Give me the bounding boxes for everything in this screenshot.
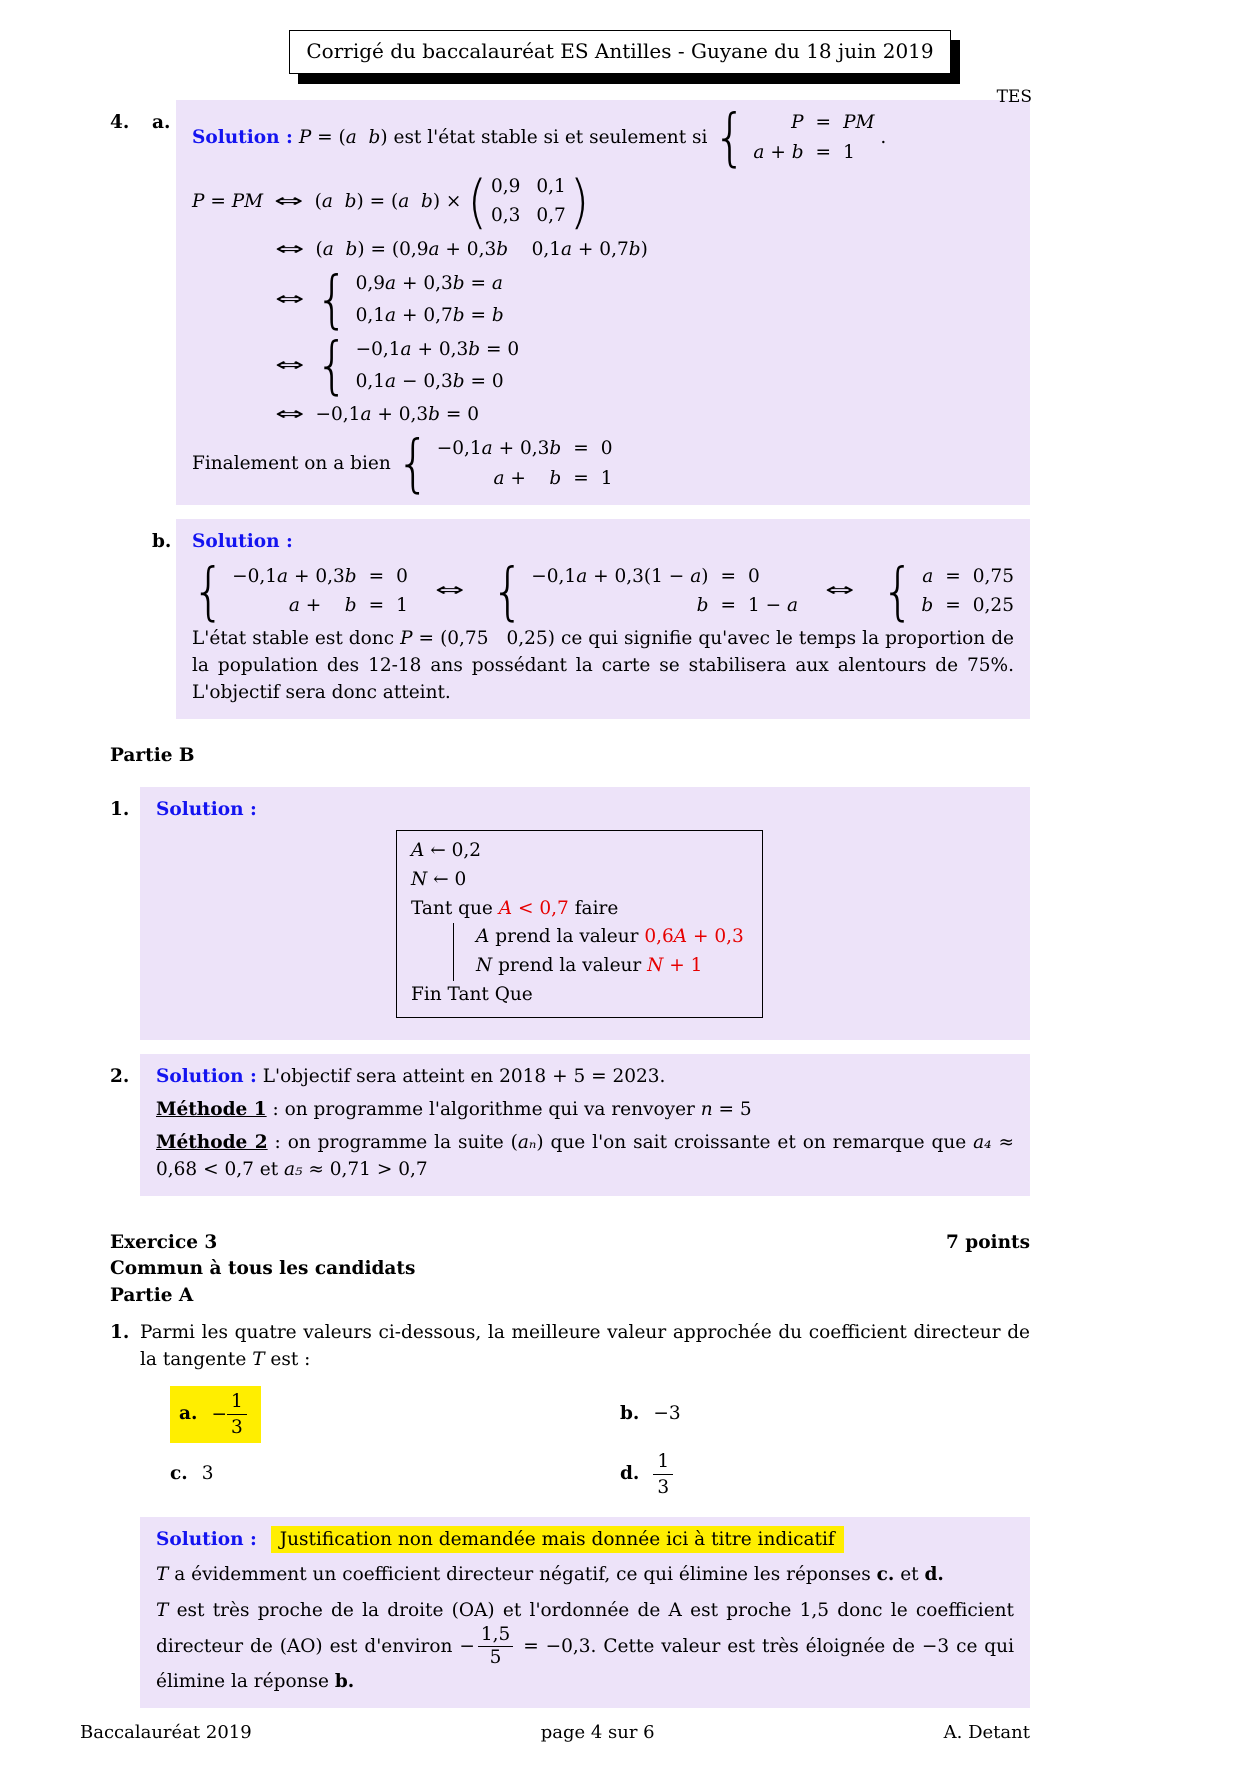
bold-answer-b: b. [334,1670,355,1692]
algo-text: Tant que [411,897,499,919]
text: : on programme l'algorithme qui va renvoyer [266,1099,701,1121]
exercice-title: Exercice 3 [110,1231,218,1253]
math: a₄ ≈ 0,68 < 0,7 [156,1131,1015,1180]
sys-cell: = [815,141,832,163]
fraction [478,1625,513,1669]
solution-box-4a [176,100,1030,505]
algo-line-5 [476,952,744,981]
numerator: 1,5 [480,1624,511,1646]
algo-line-while [411,895,744,924]
text: et [894,1564,925,1586]
eq-text: (a b) = (0,9a + 0,3b 0,1a + 0,7b) [315,239,648,261]
sys-row: 0,9a + 0,3b = a [355,273,503,295]
eq-lhs: P = PM [192,190,264,212]
sys-row: −0,1a + 0,3b = 0 [355,338,520,360]
exercice-points: 7 points [945,1231,1030,1253]
matrix-cell: 0,3 [490,205,521,227]
equation-line-3 [264,264,1014,337]
question-number: 1. [110,799,130,821]
algo-text: prend la valeur [489,926,645,948]
final-system: { −0,1a + 0,3b = 0 a + b = 1 [396,428,613,501]
system-c: { a = 0,75 b = 0,25 [881,555,1014,628]
text: est très proche de la droite (OA) et l'ordonnée de A est proche 1,5 donc le coefficient directeur de (AO) est d'environ − [156,1600,1014,1657]
denominator: 5 [478,1646,513,1668]
period: . [874,126,887,148]
final-line [192,428,1014,501]
iff-arrow: ⇔ [434,580,465,602]
solution-header [156,1527,1014,1554]
partie-a-heading: Partie A [110,1285,194,1307]
algo-text: prend la valeur [492,954,648,976]
header-corner-label: TES [996,87,1032,107]
sys-cell: = [720,565,736,587]
option-a-label: a. [179,1402,198,1424]
sys-cell: = [368,565,385,587]
algo-line-2 [411,866,744,895]
text: : on programme la suite ( [267,1131,518,1153]
solution-label: Solution : [156,1066,257,1088]
sys-cell: = [720,595,736,617]
justification-line-2 [156,1598,1014,1695]
option-c [170,1451,620,1499]
sys-cell: 0,75 [972,565,1014,587]
option-a-highlight [170,1386,261,1444]
question-number: 2. [110,1066,130,1088]
spacer [110,519,152,529]
math: aₙ [517,1131,537,1153]
solution-box-b2 [140,1054,1030,1195]
text: = −0,3. Cette valeur est très éloignée de −3 ce qui élimine la réponse [156,1635,1014,1692]
iff-arrow: ⇔ [275,288,305,310]
partie-b-heading: Partie B [110,744,195,766]
option-a [170,1386,620,1444]
sys-cell: = [815,112,832,133]
sys-cell: = [945,565,961,587]
bold-answer-c: c. [876,1564,895,1586]
option-d [620,1451,1030,1499]
intro-text: est l'état stable si et seulement si [387,126,714,148]
sys-cell: 0 [396,565,408,587]
sys-cell: 1 [600,467,613,489]
numerator: 1 [230,1390,243,1412]
solution-label: Solution : [192,530,293,552]
math: T [252,1348,265,1370]
question-letter: a. [152,112,171,133]
system: { −0,1a + 0,3b = 0 0,1a − 0,3b = 0 [315,330,520,402]
algo-var: A [476,926,490,948]
option-c-value: 3 [201,1463,214,1485]
algo-line-end: Fin Tant Que [411,983,533,1005]
algo-while-body [453,923,744,980]
final-text: Finalement on a bien [192,453,397,475]
sys-cell: PM [843,112,875,133]
sys-cell: b [696,595,709,617]
solution-box-a1 [140,1517,1030,1708]
solution-label: Solution : [156,1528,257,1550]
option-c-label: c. [170,1463,188,1485]
intro-line [192,102,1014,175]
justification-line-1 [156,1562,1014,1589]
methode-2 [156,1130,1014,1184]
sys-cell: 1 [843,141,855,163]
sys-cell: = [945,595,961,617]
sys-row: 0,1a + 0,7b = b [355,304,504,326]
denominator: 3 [227,1414,247,1438]
b2-intro [156,1064,1014,1091]
algo-text: faire [568,897,619,919]
question-b2 [110,1054,1030,1195]
algorithm-box [396,830,763,1018]
bold-answer-d: d. [924,1564,944,1586]
option-b-label: b. [620,1402,640,1424]
algo-var: A [411,840,425,862]
fraction [653,1451,673,1499]
sys-cell: −0,1a + 0,3(1 − a) [531,565,709,587]
option-b-value: −3 [653,1402,681,1424]
sys-cell: 0 [600,438,613,460]
sys-cell: a + b [753,141,804,163]
answer-options [170,1386,1030,1499]
algo-text: ← 0 [427,868,467,890]
transition-matrix: ( 0,9 0,1 0,3 0,7 ) [467,168,590,236]
algo-line-1 [411,837,744,866]
equation-line-4 [264,330,1014,402]
iff-arrow: ⇔ [275,239,305,261]
text: et [253,1158,285,1180]
text: ce qui signifie qu'avec le temps la proportion de la population des 12-18 ans possédant la carte se stabilisera aux alentours de 75%. L'objectif sera donc atteint. [192,628,1014,703]
document-title-box [289,30,950,74]
question-letter: b. [152,530,172,552]
system: { 0,9a + 0,3b = a 0,1a + 0,7b = b [315,264,504,337]
question-4a [110,100,1030,505]
sys-cell: a + b [288,595,357,617]
math: T [156,1600,169,1622]
sys-cell: = [573,438,589,460]
sys-cell: = [368,595,385,617]
sys-cell: b [921,595,934,617]
text: a évidemment un coefficient directeur négatif, ce qui élimine les réponses [168,1564,877,1586]
algo-condition: A < 0,7 [498,897,569,919]
equation-line-1 [192,168,1014,236]
fraction [227,1391,247,1439]
sys-cell: −0,1a + 0,3b [232,565,357,587]
methode-1-label: Méthode 1 [156,1099,267,1121]
question-number: 4. [110,112,130,133]
iff-arrow: ⇔ [275,404,305,426]
iff-arrow: ⇔ [275,354,305,376]
systems-row [192,555,1014,628]
minus-sign: − [211,1403,227,1425]
equation-line-2 [264,237,1014,264]
option-d-label: d. [620,1463,640,1485]
sys-cell: 0 [747,565,760,587]
text: est : [264,1348,311,1370]
solution-box-4b [176,519,1030,719]
document-page [0,30,1240,1743]
question-text-block [140,1320,1030,1517]
highlighted-note: Justification non demandée mais donnée ici à titre indicatif [271,1526,844,1553]
numerator: 1 [657,1451,670,1473]
solution-label: Solution : [192,126,293,148]
option-b [620,1386,1030,1444]
eq-mid: (a b) = (a b) × [314,190,462,212]
algo-var: N [411,868,428,890]
question-text [140,1320,1030,1374]
sys-cell: P [791,112,804,133]
sys-cell: 0,25 [972,595,1014,617]
iff-arrow: ⇔ [824,580,855,602]
sys-cell: 1 − a [747,595,799,617]
sys-cell: = [573,467,589,489]
system-a: { −0,1a + 0,3b = 0 a + b = 1 [192,555,408,628]
sys-row: 0,1a − 0,3b = 0 [355,370,504,392]
document-title: Corrigé du baccalauréat ES Antilles - Guyane du 18 juin 2019 [306,39,934,63]
matrix-cell: 0,9 [490,175,521,197]
question-a1 [110,1320,1030,1517]
intro-math: P = (a b) [298,126,388,148]
algo-text: ← 0,2 [424,840,482,862]
option-a-value [211,1391,246,1439]
text: L'objectif sera atteint en 2018 + 5 = 2023. [256,1066,666,1088]
methode-2-label: Méthode 2 [156,1131,268,1153]
exercice-subtitle: Commun à tous les candidats [110,1258,416,1280]
algo-var: N [476,954,493,976]
algo-expr: N + 1 [647,954,703,976]
intro-system: { P = PM a + b = 1 [713,102,875,175]
sys-cell: 1 [396,595,408,617]
denominator: 3 [653,1474,673,1498]
sys-cell: −0,1a + 0,3b [436,438,562,460]
text: L'état stable est donc [192,628,401,650]
question-number: 1. [110,1321,130,1343]
text: Parmi les quatre valeurs ci-dessous, la meilleure valeur approchée du coefficient directeur de la tangente [140,1321,1030,1370]
conclusion-paragraph [192,626,1014,706]
text: ) que l'on sait croissante et on remarque que [536,1131,974,1153]
matrix-cell: 0,7 [536,205,566,227]
exercice-3-title-row [110,1230,1030,1257]
sys-cell: a [922,565,934,587]
solution-box-b1 [140,787,1030,1040]
question-b1 [110,787,1030,1040]
sys-cell: a + b [493,467,562,489]
methode-1 [156,1097,1014,1124]
page-footer [0,1720,1240,1746]
iff-arrow: ⇔ [274,190,304,212]
eq-text: −0,1a + 0,3b = 0 [315,404,480,426]
system-b: { −0,1a + 0,3(1 − a) = 0 b = 1 − a [491,555,799,628]
algo-line-4 [476,923,744,952]
solution-label: Solution : [156,799,257,821]
algo-expr: 0,6A + 0,3 [644,926,744,948]
math: P = (0,75 0,25) [400,628,555,650]
main-content [0,100,1240,1708]
math: T [156,1564,169,1586]
question-4b [110,519,1030,719]
math: a₅ ≈ 0,71 > 0,7 [284,1158,428,1180]
footer-left: Baccalauréat 2019 [80,1721,252,1743]
math: n = 5 [700,1099,752,1121]
footer-right: A. Detant [943,1721,1030,1743]
equation-line-5 [264,402,1014,429]
footer-center: page 4 sur 6 [540,1721,655,1743]
matrix-cell: 0,1 [536,175,566,197]
